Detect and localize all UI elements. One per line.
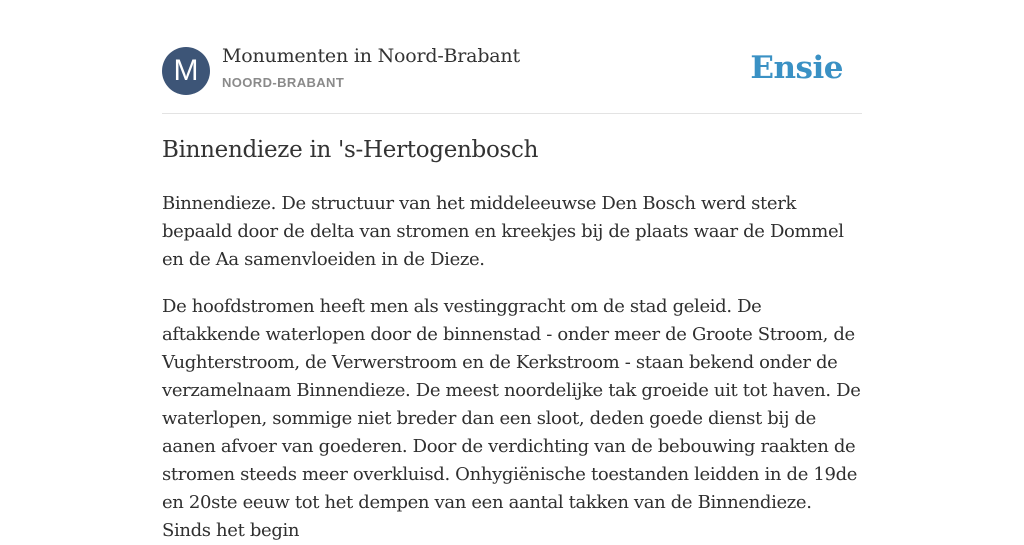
article-paragraph: Binnendieze. De structuur van het middeleeuwse Den Bosch werd sterk bepaald door de delta van stromen en kreekjes bij de plaats waar de Dommel en de Aa samenvloeiden in de Dieze. [162,193,844,270]
avatar[interactable]: M [162,47,210,95]
article-paragraph: De hoofdstromen heeft men als vestinggracht om de stad geleid. De aftakkende waterlopen door de binnenstad - onder meer de Groote Stroom, de Vughterstroom, de Verwerstroom en de Kerkstroom - staan bekend onder de verzamelnaam Binnendieze. De meest noordelijke tak groeide uit tot haven. De waterlopen, sommige niet breder dan een sloot, deden goede dienst bij de aanen afvoer van goederen. Door de verdichting van de bebouwing raakten de stromen steeds meer overkluisd. Onhygiënische toestanden leidden in de 19de en 20ste eeuw tot het dempen van een aantal takken van de Binnendieze. Sinds het begin [162,296,861,541]
article-title: Binnendieze in 's-Hertogenbosch [162,137,539,163]
header [162,0,862,114]
content-column [162,0,862,541]
ensie-logo[interactable]: Ensie [750,50,843,86]
site-title[interactable]: Monumenten in Noord-Brabant [222,45,520,67]
site-subtitle[interactable]: NOORD-BRABANT [222,75,345,90]
